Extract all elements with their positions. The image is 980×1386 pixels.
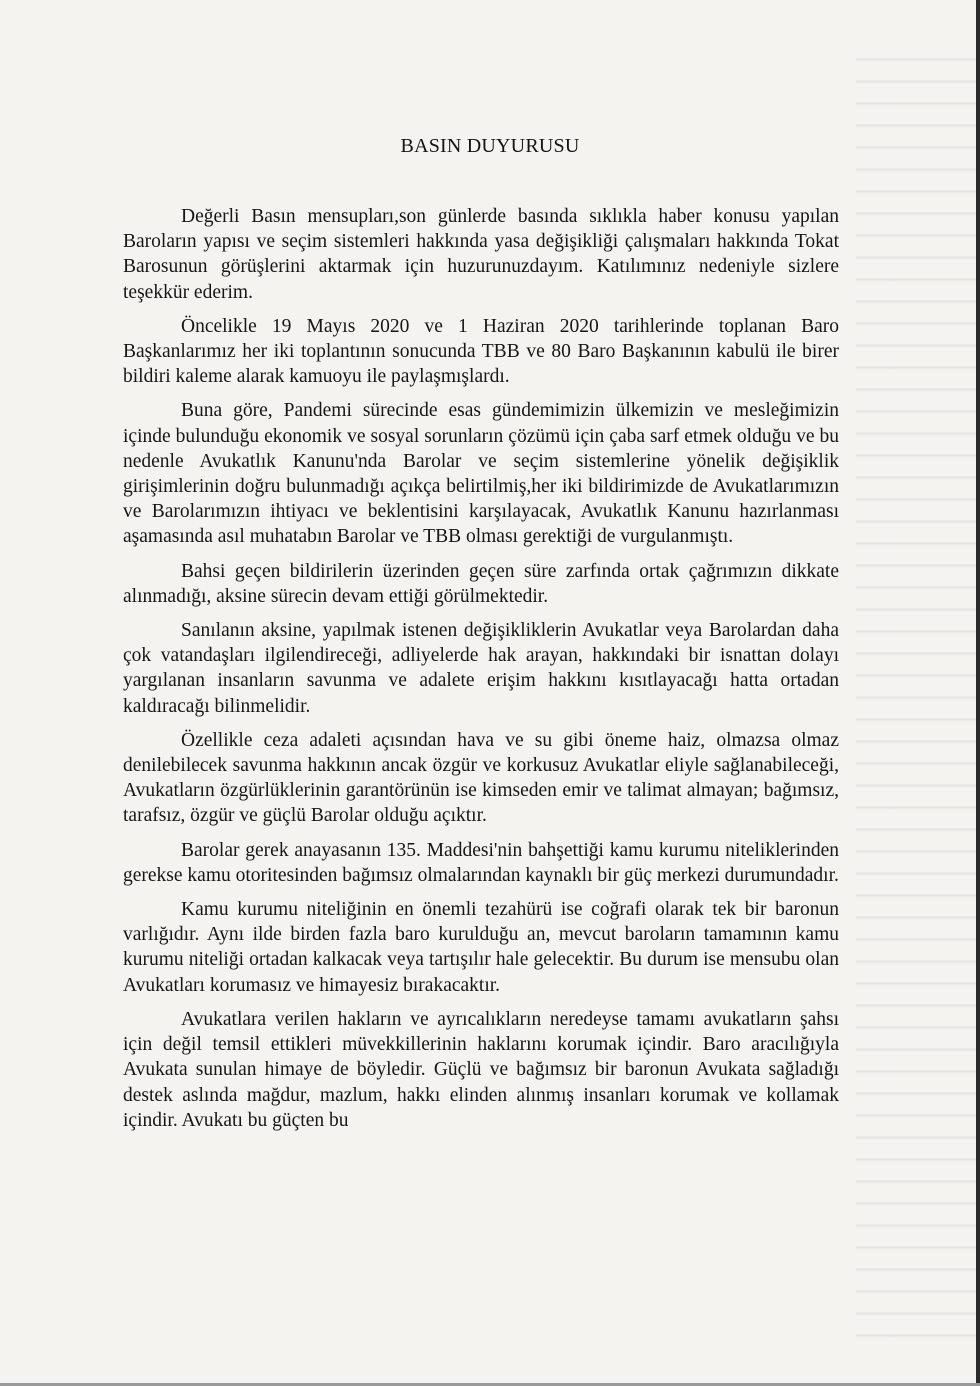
paragraph: Değerli Basın mensupları,son günlerde basında sıklıkla haber konusu yapılan Baroların yapısı ve seçim sistemleri hakkında yasa değişikliği çalışmaları hakkında Tokat Barosunun görüşlerini aktarmak için huzurunuzdayım. Katılımınız nedeniyle sizlere teşekkür ederim. — [123, 206, 839, 303]
document-title: BASIN DUYURUSU — [400, 135, 580, 157]
paragraph: Özellikle ceza adaleti açısından hava ve su gibi öneme haiz, olmazsa olmaz denilebilecek savunma hakkının ancak özgür ve korkusuz Avukatlar eliyle sağlanabileceği, Avukatların özgürlüklerinin garantörünün ise kimseden emir ve talimat almayan; bağımsız, tarafsız, özgür ve güçlü Barolar olduğu açıktır. — [123, 729, 839, 827]
paragraph: Avukatlara verilen hakların ve ayrıcalıkların neredeyse tamamı avukatların şahsı için değil temsil ettikleri müvekkillerinin haklarını korumak içindir. Baro aracılığıyla Avukata sunulan himaye de böyledir. Güçlü ve bağımsız bir baronun Avukata sağladığı destek aslında mağdur, mazlum, hakkı elinden alınmış insanları korumak ve kollamak içindir. Avukatı bu güçten bu — [123, 1008, 839, 1131]
paragraph: Bahsi geçen bildirilerin üzerinden geçen süre zarfında ortak çağrımızın dikkate alınmadığı, aksine sürecin devam ettiği görülmektedir. — [123, 560, 839, 607]
paragraph: Barolar gerek anayasanın 135. Maddesi'nin bahşettiği kamu kurumu niteliklerinden gerekse kamu otoritesinden bağımsız olmalarından kaynaklı bir güç merkezi durumundadır. — [123, 839, 839, 886]
document-body — [123, 204, 839, 1142]
show-through-text — [856, 40, 976, 1340]
paragraph: Öncelikle 19 Mayıs 2020 ve 1 Haziran 2020 tarihlerinde toplanan Baro Başkanlarımız her iki toplantının sonucunda TBB ve 80 Baro Başkanının kabulü ile birer bildiri kaleme alarak kamuoyu ile paylaşmışlardı. — [123, 315, 839, 388]
paragraph: Kamu kurumu niteliğinin en önemli tezahürü ise coğrafi olarak tek bir baronun varlığıdır. Aynı ilde birden fazla baro kurulduğu an, mevcut baroların tamamının kamu kurumu niteliği ortadan kalkacak veya tartışılır hale gelecektir. Bu durum ise mensubu olan Avukatları korumasız ve himayesiz bırakacaktır. — [123, 899, 839, 996]
paragraph: Sanılanın aksine, yapılmak istenen değişikliklerin Avukatlar veya Barolardan daha çok vatandaşları ilgilendireceği, adliyelerde hak arayan, hakkındaki bir isnattan dolayı yargılanan insanların savunma ve adalete erişim hakkını kısıtlayacağı hatta ortadan kaldıracağı bilinmelidir. — [123, 620, 839, 717]
scan-edge-right — [976, 0, 980, 1386]
paragraph: Buna göre, Pandemi sürecinde esas gündemimizin ülkemizin ve mesleğimizin içinde bulunduğu ekonomik ve sosyal sorunların çözümü için çaba sarf etmek olduğu ve bu nedenle Avukatlık Kanunu'nda Barolar ve seçim sistemlerine yönelik değişiklik girişimlerinin doğru bulunmadığı açıkça belirtilmiş,her iki bildirimizde de Avukatlarımızın ve Barolarımızın ihtiyacı ve beklentisini karşılayacak, Avukatlık Kanunu hazırlanması aşamasında asıl muhatabın Barolar ve TBB olması gerektiği de vurgulanmıştı. — [123, 400, 839, 548]
